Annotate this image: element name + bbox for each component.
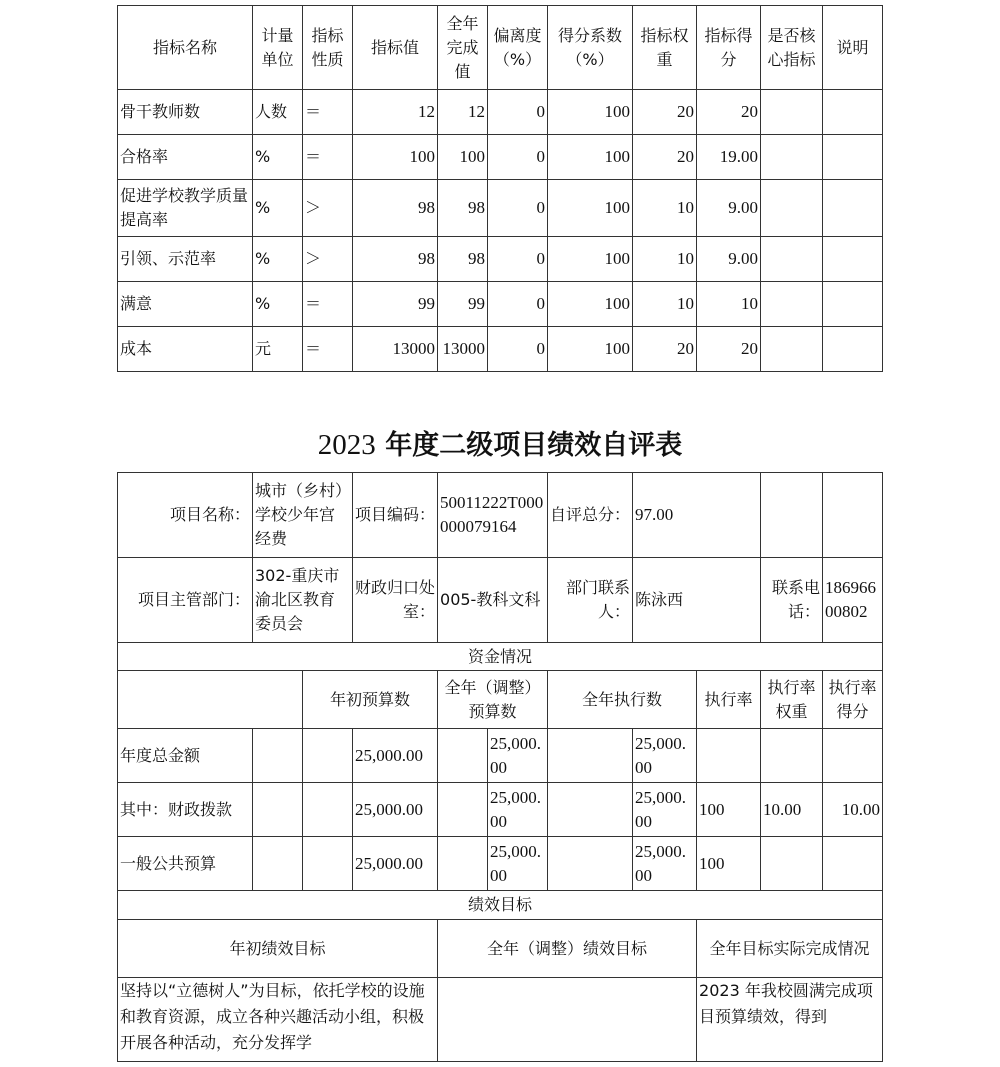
funds-weight: 10.00 [761, 783, 823, 837]
goals-section-row [118, 891, 883, 920]
empty-cell [303, 729, 353, 783]
dept: 302-重庆市渝北区教育委员会 [253, 558, 353, 643]
indicator-core [761, 180, 823, 237]
indicator-note [823, 135, 883, 180]
project-code: 50011222T000000079164 [438, 473, 548, 558]
funds-weight [761, 837, 823, 891]
funds-score [823, 837, 883, 891]
table-row [118, 90, 883, 135]
indicator-unit: % [253, 135, 303, 180]
funds-header-rate-score: 执行率得分 [823, 671, 883, 729]
indicator-deviation: 0 [488, 90, 548, 135]
indicator-weight: 10 [633, 237, 697, 282]
finance-label: 财政归口处室： [353, 558, 438, 643]
funds-rate: 100 [697, 837, 761, 891]
indicator-name: 骨干教师数 [118, 90, 253, 135]
funds-label: 一般公共预算 [118, 837, 253, 891]
header-cell: 说明 [823, 6, 883, 90]
indicator-name: 合格率 [118, 135, 253, 180]
indicator-deviation: 0 [488, 135, 548, 180]
indicator-done: 100 [438, 135, 488, 180]
indicator-done: 12 [438, 90, 488, 135]
goals-header-initial: 年初绩效目标 [118, 920, 438, 978]
funds-header-adjusted: 全年（调整）预算数 [438, 671, 548, 729]
finance: 005-教科文科 [438, 558, 548, 643]
project-name: 城市（乡村）学校少年宫经费 [253, 473, 353, 558]
indicator-value: 98 [353, 180, 438, 237]
table-row [118, 282, 883, 327]
funds-section-row [118, 643, 883, 671]
indicator-coef: 100 [548, 90, 633, 135]
self-score-label: 自评总分： [548, 473, 633, 558]
indicator-note [823, 180, 883, 237]
empty-cell [253, 837, 303, 891]
indicator-weight: 20 [633, 327, 697, 372]
indicator-name: 促进学校教学质量提高率 [118, 180, 253, 237]
goal-adjusted-text [438, 978, 697, 1062]
indicator-score: 9.00 [697, 180, 761, 237]
indicator-weight: 20 [633, 90, 697, 135]
empty-cell [438, 837, 488, 891]
indicator-score: 10 [697, 282, 761, 327]
header-cell: 指标值 [353, 6, 438, 90]
indicator-nature: ＞ [303, 180, 353, 237]
indicator-nature: ＝ [303, 135, 353, 180]
form-title-year: 2023 [317, 429, 376, 461]
project-code-label: 项目编码： [353, 473, 438, 558]
indicator-deviation: 0 [488, 327, 548, 372]
funds-label: 其中：财政拨款 [118, 783, 253, 837]
indicator-done: 98 [438, 180, 488, 237]
indicator-weight: 20 [633, 135, 697, 180]
indicator-coef: 100 [548, 327, 633, 372]
indicator-name: 引领、示范率 [118, 237, 253, 282]
goals-header-actual: 全年目标实际完成情况 [697, 920, 883, 978]
indicator-note [823, 237, 883, 282]
table-row [118, 237, 883, 282]
funds-section-title: 资金情况 [118, 643, 883, 671]
indicator-unit: % [253, 282, 303, 327]
empty-cell [548, 729, 633, 783]
indicator-note [823, 327, 883, 372]
funds-adjusted: 25,000.00 [488, 729, 548, 783]
funds-rate: 100 [697, 783, 761, 837]
empty-cell [118, 671, 303, 729]
header-cell: 偏离度（%） [488, 6, 548, 90]
header-cell: 指标得分 [697, 6, 761, 90]
funds-executed: 25,000.00 [633, 729, 697, 783]
header-cell: 是否核心指标 [761, 6, 823, 90]
funds-executed: 25,000.00 [633, 837, 697, 891]
empty-cell [438, 729, 488, 783]
funds-executed: 25,000.00 [633, 783, 697, 837]
indicator-coef: 100 [548, 180, 633, 237]
goals-content-row [118, 978, 883, 1062]
indicator-nature: ＝ [303, 327, 353, 372]
indicator-header-row [118, 6, 883, 90]
table-row [118, 180, 883, 237]
indicator-value: 99 [353, 282, 438, 327]
funds-initial: 25,000.00 [353, 783, 438, 837]
indicator-unit: 人数 [253, 90, 303, 135]
indicator-value: 13000 [353, 327, 438, 372]
funds-header-rate-weight: 执行率权重 [761, 671, 823, 729]
indicator-score: 20 [697, 90, 761, 135]
indicator-done: 98 [438, 237, 488, 282]
funds-adjusted: 25,000.00 [488, 783, 548, 837]
empty-cell [303, 783, 353, 837]
indicator-core [761, 282, 823, 327]
indicator-name: 成本 [118, 327, 253, 372]
header-cell: 指标权重 [633, 6, 697, 90]
goals-section-title: 绩效目标 [118, 891, 883, 920]
funds-header-initial: 年初预算数 [303, 671, 438, 729]
indicator-core [761, 237, 823, 282]
header-cell: 得分系数（%） [548, 6, 633, 90]
funds-rate [697, 729, 761, 783]
empty-cell [761, 473, 823, 558]
empty-cell [823, 473, 883, 558]
table-row [118, 327, 883, 372]
indicator-nature: ＞ [303, 237, 353, 282]
funds-label: 年度总金额 [118, 729, 253, 783]
table-row [118, 837, 883, 891]
indicator-value: 12 [353, 90, 438, 135]
funds-initial: 25,000.00 [353, 837, 438, 891]
indicator-score: 19.00 [697, 135, 761, 180]
empty-cell [253, 729, 303, 783]
indicator-name: 满意 [118, 282, 253, 327]
indicator-unit: % [253, 180, 303, 237]
header-cell: 全年完成值 [438, 6, 488, 90]
empty-cell [303, 837, 353, 891]
header-cell: 指标性质 [303, 6, 353, 90]
indicator-coef: 100 [548, 282, 633, 327]
indicator-deviation: 0 [488, 237, 548, 282]
indicator-unit: % [253, 237, 303, 282]
indicator-deviation: 0 [488, 180, 548, 237]
indicator-coef: 100 [548, 135, 633, 180]
form-title [0, 425, 1000, 466]
indicator-core [761, 327, 823, 372]
indicator-weight: 10 [633, 180, 697, 237]
phone-label: 联系电话： [761, 558, 823, 643]
indicator-note [823, 90, 883, 135]
indicator-core [761, 135, 823, 180]
indicator-done: 13000 [438, 327, 488, 372]
indicator-value: 100 [353, 135, 438, 180]
funds-initial: 25,000.00 [353, 729, 438, 783]
funds-header-rate: 执行率 [697, 671, 761, 729]
table-row [118, 135, 883, 180]
indicator-core [761, 90, 823, 135]
indicator-nature: ＝ [303, 282, 353, 327]
form-title-text: 年度二级项目绩效自评表 [385, 430, 683, 461]
funds-adjusted: 25,000.00 [488, 837, 548, 891]
self-evaluation-table [117, 472, 883, 1062]
table-row [118, 729, 883, 783]
indicator-deviation: 0 [488, 282, 548, 327]
department-info-row [118, 558, 883, 643]
goals-header-adjusted: 全年（调整）绩效目标 [438, 920, 697, 978]
funds-score [823, 729, 883, 783]
self-score: 97.00 [633, 473, 761, 558]
funds-header-executed: 全年执行数 [548, 671, 697, 729]
funds-score: 10.00 [823, 783, 883, 837]
project-info-row [118, 473, 883, 558]
funds-weight [761, 729, 823, 783]
indicator-unit: 元 [253, 327, 303, 372]
contact-label: 部门联系人： [548, 558, 633, 643]
table-row [118, 783, 883, 837]
indicator-nature: ＝ [303, 90, 353, 135]
phone: 18696600802 [823, 558, 883, 643]
empty-cell [548, 783, 633, 837]
goal-initial-text: 坚持以“立德树人”为目标，依托学校的设施和教育资源，成立各种兴趣活动小组，积极开展各种活动，充分发挥学 [118, 978, 438, 1062]
funds-header-row [118, 671, 883, 729]
indicator-table [117, 5, 883, 372]
indicator-coef: 100 [548, 237, 633, 282]
goals-header-row [118, 920, 883, 978]
goal-actual-text: 2023 年我校圆满完成项目预算绩效，得到 [697, 978, 883, 1062]
project-name-label: 项目名称： [118, 473, 253, 558]
contact: 陈泳西 [633, 558, 761, 643]
indicator-weight: 10 [633, 282, 697, 327]
indicator-value: 98 [353, 237, 438, 282]
empty-cell [548, 837, 633, 891]
indicator-score: 20 [697, 327, 761, 372]
dept-label: 项目主管部门： [118, 558, 253, 643]
empty-cell [438, 783, 488, 837]
indicator-note [823, 282, 883, 327]
header-cell: 计量单位 [253, 6, 303, 90]
indicator-score: 9.00 [697, 237, 761, 282]
header-cell: 指标名称 [118, 6, 253, 90]
empty-cell [253, 783, 303, 837]
indicator-done: 99 [438, 282, 488, 327]
